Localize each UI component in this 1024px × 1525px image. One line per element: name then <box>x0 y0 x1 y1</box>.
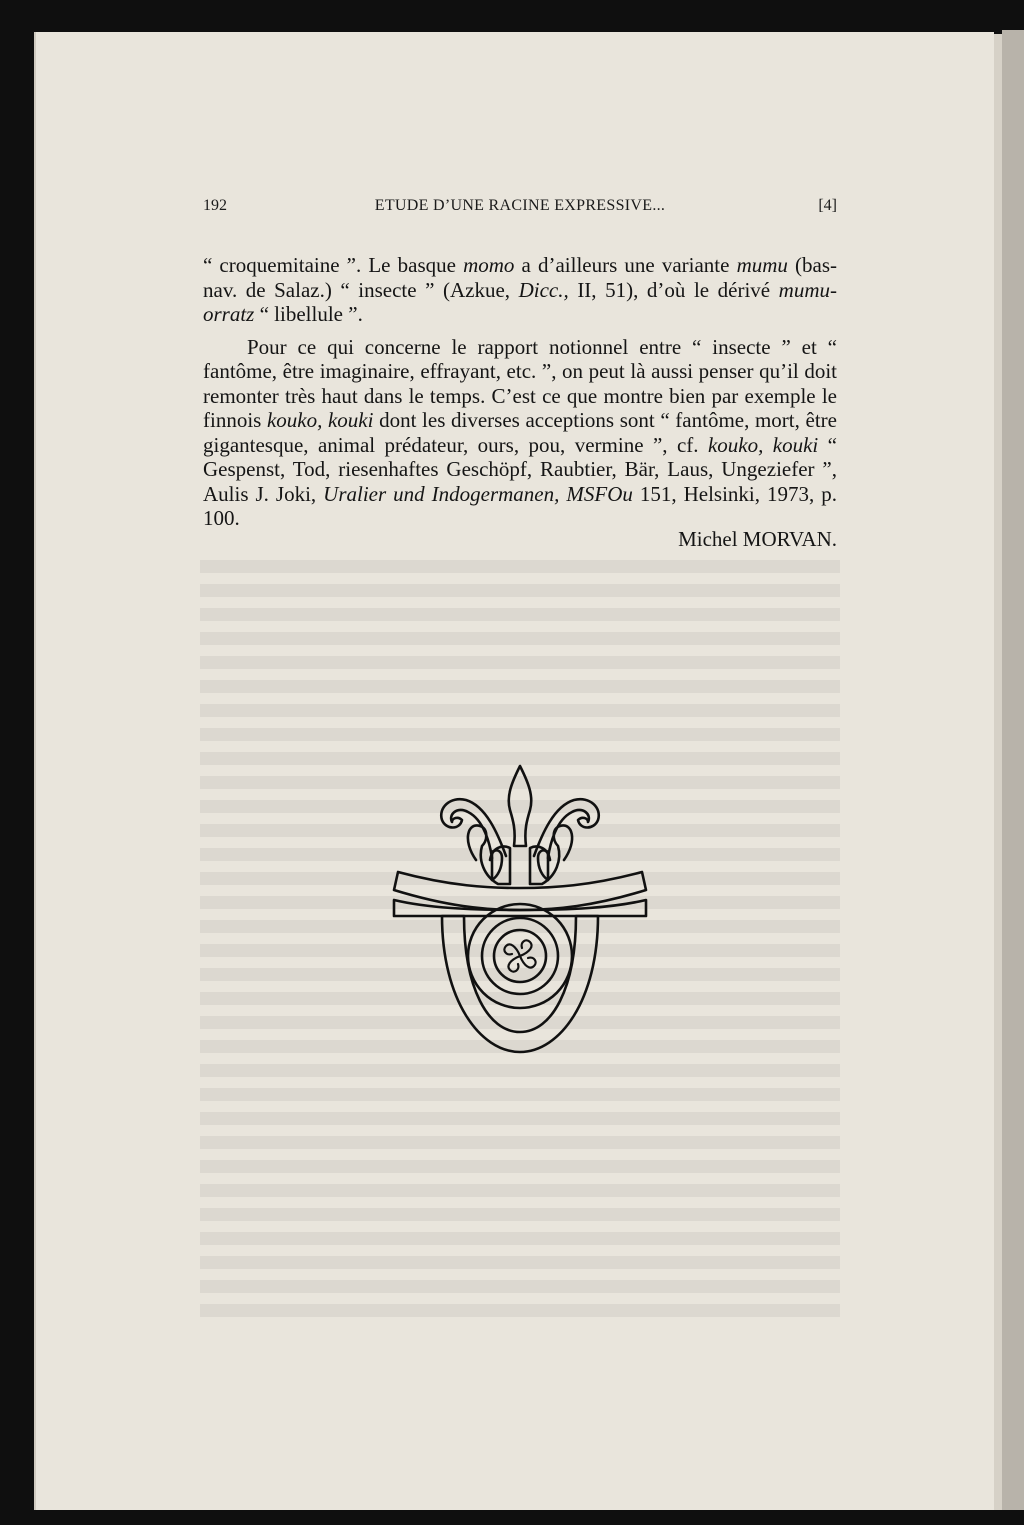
text-run: (bas-nav. de Salaz.) “ insecte ” (Azkue, <box>203 253 838 302</box>
text-run: Pour ce qui concerne le rapport notionnel entre “ insecte ” et “ fantôme, être imaginaire, effrayant, etc. ”, on peut là aussi penser qu’il doit remonter très haut dans le temps. C’est ce que montre bien par exemple le finnois <box>203 334 837 432</box>
text-run: dont les diverses acceptions sont “ fantôme, mort, être gigantesque, animal prédateur, ours, pou, vermine ”, cf. <box>203 408 837 457</box>
italic-term: kouko, kouki <box>266 408 374 432</box>
article-text <box>203 253 837 531</box>
text-run: “ croquemitaine ”. Le basque <box>203 253 464 277</box>
author-signature: Michel MORVAN. <box>678 527 837 551</box>
italic-term: Uralier und Indogermanen, MSFOu <box>323 481 633 506</box>
paragraph-2 <box>203 335 837 531</box>
text-run: a d’ailleurs une variante <box>514 253 737 277</box>
paragraph-1 <box>203 253 837 327</box>
italic-term: momo <box>463 253 515 277</box>
running-title: ETUDE D’UNE RACINE EXPRESSIVE... <box>374 197 666 214</box>
italic-term: mumu-orratz <box>203 277 837 326</box>
basque-lauburu-emblem-icon <box>380 760 660 1060</box>
section-number: [4] <box>818 197 837 214</box>
adjacent-page-edge <box>1002 30 1024 1510</box>
text-run: “ Gespenst, Tod, riesenhaftes Geschöpf, Raubtier, Bär, Laus, Ungeziefer ”, Aulis J. Joki, <box>203 432 838 506</box>
text-run: 151, Helsinki, 1973, p. 100. <box>203 481 837 530</box>
italic-term: Dicc., <box>518 277 569 302</box>
text-run: “ libellule ”. <box>254 302 363 326</box>
page-number: 192 <box>203 197 227 214</box>
italic-term: mumu <box>736 253 788 277</box>
running-header <box>203 197 837 219</box>
text-run: II, 51), d’où le dérivé <box>568 277 779 302</box>
italic-term: kouko, kouki <box>707 432 819 457</box>
